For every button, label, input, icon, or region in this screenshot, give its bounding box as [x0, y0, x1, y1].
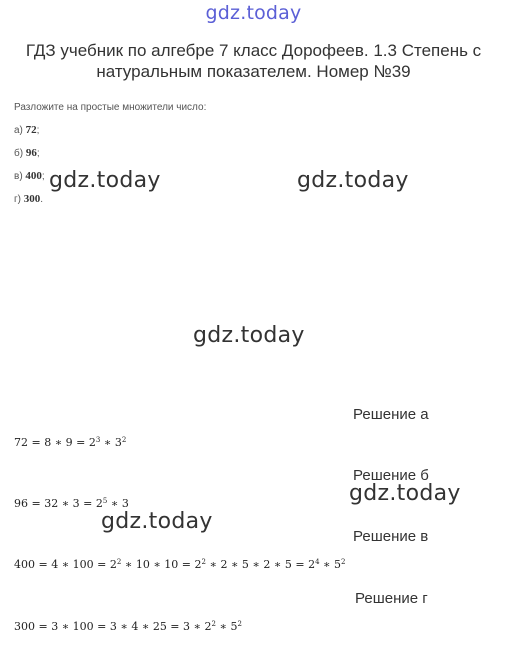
formula-text: 400 = 4 ∗ 100 = 2 — [14, 558, 117, 571]
solution-heading-b: Решение б — [353, 467, 429, 484]
task-item-suffix: . — [40, 194, 44, 205]
task-item-prefix: в) — [14, 171, 26, 182]
solution-formula-v — [14, 558, 345, 571]
formula-text: ∗ 5 — [215, 620, 238, 633]
task-item-b — [14, 147, 40, 159]
formula-text: ∗ 2 ∗ 5 ∗ 2 ∗ 5 = 2 — [205, 558, 316, 571]
task-item-value: 96 — [25, 147, 37, 159]
task-item-v — [14, 170, 45, 182]
exponent: 2 — [237, 620, 242, 628]
formula-text: 72 = 8 ∗ 9 = 2 — [14, 436, 96, 449]
formula-text: 300 = 3 ∗ 100 = 3 ∗ 4 ∗ 25 = 3 ∗ 2 — [14, 620, 212, 633]
exponent: 3 — [95, 436, 101, 444]
task-item-prefix: г) — [14, 194, 24, 205]
exponent: 2 — [211, 620, 216, 628]
solution-heading-g: Решение г — [355, 590, 428, 607]
exponent: 4 — [315, 558, 320, 566]
task-item-value: 72 — [25, 124, 37, 136]
task-item-g — [14, 193, 43, 205]
watermark: gdz.today — [193, 323, 305, 348]
watermark: gdz.today — [101, 509, 213, 534]
task-item-suffix: ; — [36, 148, 40, 159]
formula-text: 96 = 32 ∗ 3 = 2 — [14, 497, 103, 510]
solution-heading-a: Решение а — [353, 406, 429, 423]
task-item-prefix: а) — [14, 125, 26, 136]
task-item-a — [14, 124, 39, 136]
formula-text: ∗ 3 — [100, 436, 122, 449]
exponent: 2 — [116, 558, 122, 566]
site-logo[interactable]: gdz.today — [205, 2, 302, 24]
task-item-value: 300 — [23, 193, 41, 205]
watermark: gdz.today — [297, 168, 409, 193]
exponent: 5 — [102, 497, 108, 505]
watermark: gdz.today — [349, 481, 461, 506]
watermark: gdz.today — [49, 168, 161, 193]
solution-formula-a — [14, 436, 126, 449]
page-title: ГДЗ учебник по алгебре 7 класс Дорофеев. 1.3 Степень с натуральным показателем. Номер №39 — [25, 41, 482, 81]
exponent: 2 — [341, 558, 346, 566]
formula-text: ∗ 3 — [107, 497, 129, 510]
solution-formula-g — [14, 620, 242, 633]
solution-formula-b — [14, 497, 129, 510]
task-item-prefix: б) — [14, 148, 26, 159]
exponent: 2 — [121, 436, 127, 444]
exponent: 2 — [201, 558, 206, 566]
task-item-suffix: ; — [36, 125, 40, 136]
task-item-suffix: ; — [41, 171, 45, 182]
solution-heading-v: Решение в — [353, 528, 429, 545]
formula-text: ∗ 5 — [319, 558, 342, 571]
formula-text: ∗ 10 ∗ 10 = 2 — [121, 558, 202, 571]
task-prompt: Разложите на простые множители число: — [14, 102, 207, 113]
task-item-value: 400 — [25, 170, 42, 182]
